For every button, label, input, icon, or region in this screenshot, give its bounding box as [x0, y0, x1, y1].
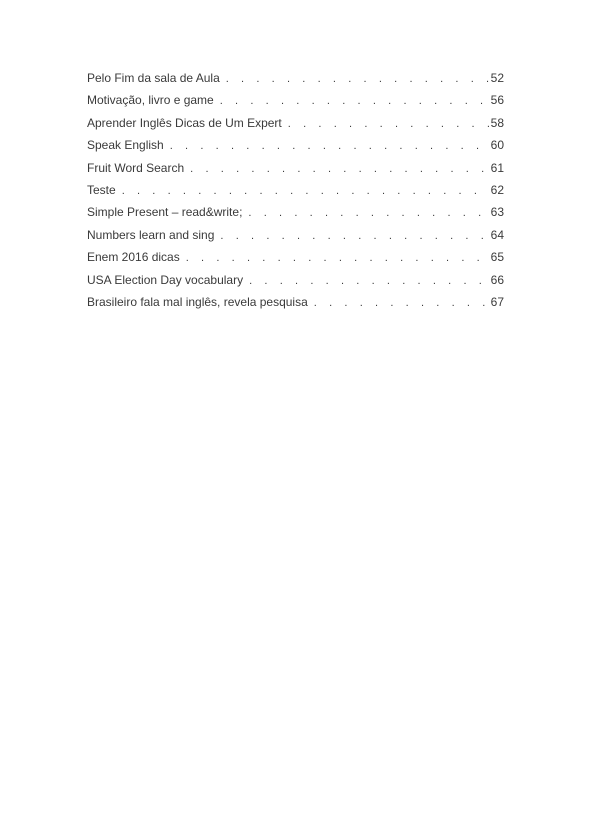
- toc-dot-leader: [220, 93, 489, 109]
- toc-entry-page[interactable]: 60: [490, 138, 504, 153]
- toc-entry[interactable]: [87, 249, 504, 271]
- toc-dot-leader: [170, 138, 489, 154]
- toc-entry[interactable]: [87, 272, 504, 294]
- toc-entry-page[interactable]: 63: [490, 205, 504, 220]
- toc-entry[interactable]: [87, 227, 504, 249]
- toc-entry-title[interactable]: Aprender Inglês Dicas de Um Expert: [87, 115, 282, 130]
- toc-dot-leader: [220, 228, 488, 244]
- toc-entry-title[interactable]: Simple Present – read&write;: [87, 205, 243, 220]
- toc-entry-page[interactable]: 56: [490, 93, 504, 108]
- table-of-contents: [87, 70, 504, 316]
- toc-entry-title[interactable]: Motivação, livro e game: [87, 93, 214, 108]
- toc-entry[interactable]: [87, 115, 504, 137]
- toc-dot-leader: [226, 71, 489, 87]
- toc-entry-title[interactable]: USA Election Day vocabulary: [87, 272, 244, 287]
- toc-entry-title[interactable]: Brasileiro fala mal inglês, revela pesquisa: [87, 294, 308, 309]
- toc-entry-title[interactable]: Pelo Fim da sala de Aula: [87, 71, 220, 85]
- toc-entry-page[interactable]: 66: [490, 272, 504, 287]
- toc-entry-title[interactable]: Numbers learn and sing: [87, 227, 215, 242]
- toc-dot-leader: [249, 273, 489, 289]
- toc-entry-title[interactable]: Teste: [87, 182, 116, 197]
- toc-entry[interactable]: [87, 160, 504, 182]
- toc-entry-page[interactable]: 58: [490, 115, 504, 130]
- toc-entry-page[interactable]: 64: [490, 227, 504, 242]
- toc-dot-leader: [314, 295, 489, 311]
- toc-entry-title[interactable]: Enem 2016 dicas: [87, 250, 180, 265]
- toc-dot-leader: [248, 205, 488, 221]
- toc-entry[interactable]: [87, 70, 504, 92]
- toc-entry-page[interactable]: 67: [490, 294, 504, 309]
- toc-entry[interactable]: [87, 204, 504, 226]
- toc-dot-leader: [190, 161, 488, 177]
- toc-entry-page[interactable]: 65: [490, 250, 504, 265]
- toc-entry-title[interactable]: Fruit Word Search: [87, 160, 185, 175]
- toc-entry-page[interactable]: 62: [490, 182, 504, 197]
- toc-dot-leader: [288, 116, 489, 132]
- toc-entry[interactable]: [87, 182, 504, 204]
- toc-entry[interactable]: [87, 137, 504, 159]
- toc-dot-leader: [186, 250, 489, 266]
- toc-entry-title[interactable]: Speak English: [87, 138, 164, 153]
- toc-entry[interactable]: [87, 294, 504, 316]
- toc-entry-page[interactable]: 52: [490, 71, 504, 85]
- toc-entry-page[interactable]: 61: [490, 160, 504, 175]
- toc-entry[interactable]: [87, 92, 504, 114]
- toc-dot-leader: [122, 183, 489, 199]
